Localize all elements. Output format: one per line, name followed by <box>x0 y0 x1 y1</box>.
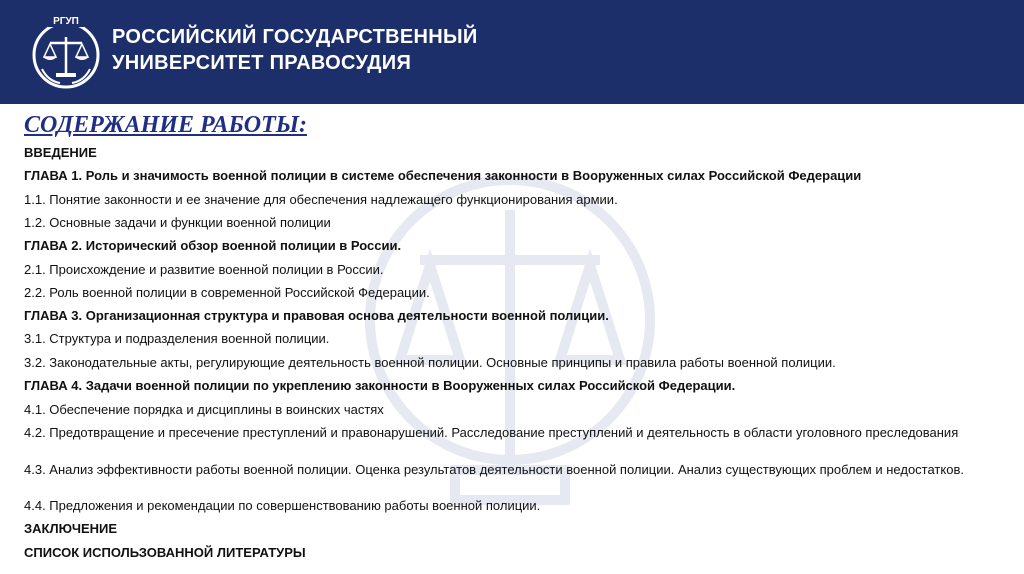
toc-item: 3.1. Структура и подразделения военной полиции. <box>24 331 330 346</box>
toc-item: 3.2. Законодательные акты, регулирующие деятельность военной полиции. Основные принципы и правила работы военной полиции. <box>24 355 836 370</box>
logo-text: РГУП <box>53 16 79 27</box>
university-name <box>112 24 478 76</box>
toc-item: 2.1. Происхождение и развитие военной полиции в России. <box>24 262 384 277</box>
toc-item: ГЛАВА 2. Исторический обзор военной полиции в России. <box>24 238 402 253</box>
toc-item: 2.2. Роль военной полиции в современной Российской Федерации. <box>24 285 430 300</box>
university-logo <box>30 11 102 95</box>
toc-item: 4.1. Обеспечение порядка и дисциплины в воинских частях <box>24 402 384 417</box>
toc-item: СПИСОК ИСПОЛЬЗОВАННОЙ ЛИТЕРАТУРЫ <box>24 545 306 560</box>
toc-item: 1.2. Основные задачи и функции военной полиции <box>24 215 331 230</box>
page-title: СОДЕРЖАНИЕ РАБОТЫ: <box>24 112 307 138</box>
university-name-line1: РОССИЙСКИЙ ГОСУДАРСТВЕННЫЙ <box>112 26 478 48</box>
toc-item: ГЛАВА 1. Роль и значимость военной полиции в системе обеспечения законности в Вооруженных силах Российской Федерации <box>24 168 862 183</box>
toc-item: 4.2. Предотвращение и пресечение преступлений и правонарушений. Расследование преступлений и деятельность в области уголовного преследования <box>24 425 959 440</box>
toc-item: ВВЕДЕНИЕ <box>24 145 97 160</box>
toc-item: 4.4. Предложения и рекомендации по совершенствованию работы военной полиции. <box>24 498 541 513</box>
university-name-line2: УНИВЕРСИТЕТ ПРАВОСУДИЯ <box>112 52 412 74</box>
toc-item: ЗАКЛЮЧЕНИЕ <box>24 521 118 536</box>
toc-item: ГЛАВА 3. Организационная структура и правовая основа деятельности военной полиции. <box>24 308 609 323</box>
header-banner <box>0 0 1024 104</box>
toc-item: 4.3. Анализ эффективности работы военной полиции. Оценка результатов деятельности военной полиции. Анализ существующих проблем и недостатков. <box>24 462 964 477</box>
toc-item: ГЛАВА 4. Задачи военной полиции по укреплению законности в Вооруженных силах Российской Федерации. <box>24 378 736 393</box>
toc-item: 1.1. Понятие законности и ее значение для обеспечения надлежащего функционирования армии. <box>24 192 618 207</box>
